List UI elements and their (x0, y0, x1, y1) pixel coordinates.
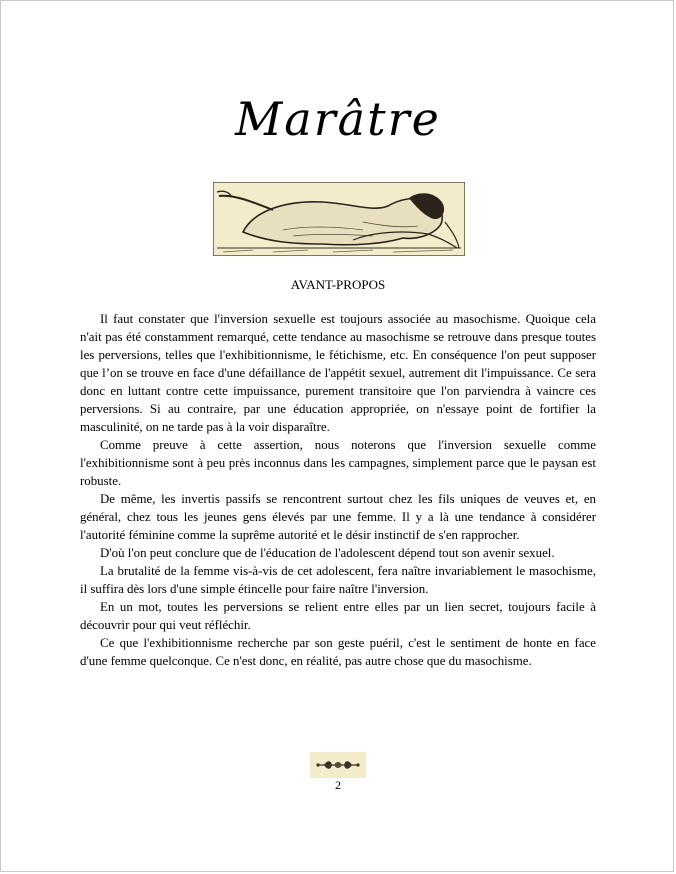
paragraph-1: Il faut constater que l'inversion sexuelle est toujours associée au masochisme. Quoique cela n'ait pas été constamment remarqué, cette tendance au masochisme se retrouve dans presque toutes les perversions, telles que l'exhibitionnisme, le fétichisme, etc. En conséquence l'on peut supposer que l’on se trouve en face d'une défaillance de l'appétit sexuel, autrement dit l'impuissance. Ce sera donc en luttant contre cette impuissance, purement transitoire que l'on parviendra à vaincre ces perversions. Si au contraire, par une éducation appropriée, on n'essaye point de fortifier la masculinité, on ne tarde pas à la voir disparaître. (80, 312, 596, 434)
page-number: 2 (335, 778, 341, 792)
document-title: Marâtre (235, 92, 441, 146)
paragraph-4: D'où l'on peut conclure que de l'éducation de l'adolescent dépend tout son avenir sexuel. (100, 546, 555, 560)
engraving-illustration (213, 182, 465, 256)
paragraph-5: La brutalité de la femme vis-à-vis de cet adolescent, fera naître invariablement le masochisme, il suffira dès lors d'une simple étincelle pour faire naître l'inversion. (80, 564, 596, 596)
paragraph-6: En un mot, toutes les perversions se relient entre elles par un lien secret, toujours facile à découvrir pour qui veut réfléchir. (80, 600, 596, 632)
paragraph-3: De même, les invertis passifs se rencontrent surtout chez les fils uniques de veuves et, en général, chez tous les jeunes gens élevés par une femme. Il y a là une tendance à considérer l'autorité féminine comme la suprême autorité et le désir instinctif de s'en rapprocher. (80, 492, 596, 542)
paragraph-7: Ce que l'exhibitionnisme recherche par son geste puéril, c'est le sentiment de honte en face d'une femme quelconque. Ce n'est donc, en réalité, pas autre chose que du masochisme. (80, 636, 596, 668)
paragraph-2: Comme preuve à cette assertion, nous noterons que l'inversion sexuelle comme l'exhibitionnisme sont à peu près inconnus dans les campagnes, simplement parce que le paysan est robuste. (80, 438, 596, 488)
body-text (80, 310, 596, 670)
leaf-ornament-icon (310, 752, 366, 778)
section-heading: AVANT-PROPOS (290, 277, 386, 292)
